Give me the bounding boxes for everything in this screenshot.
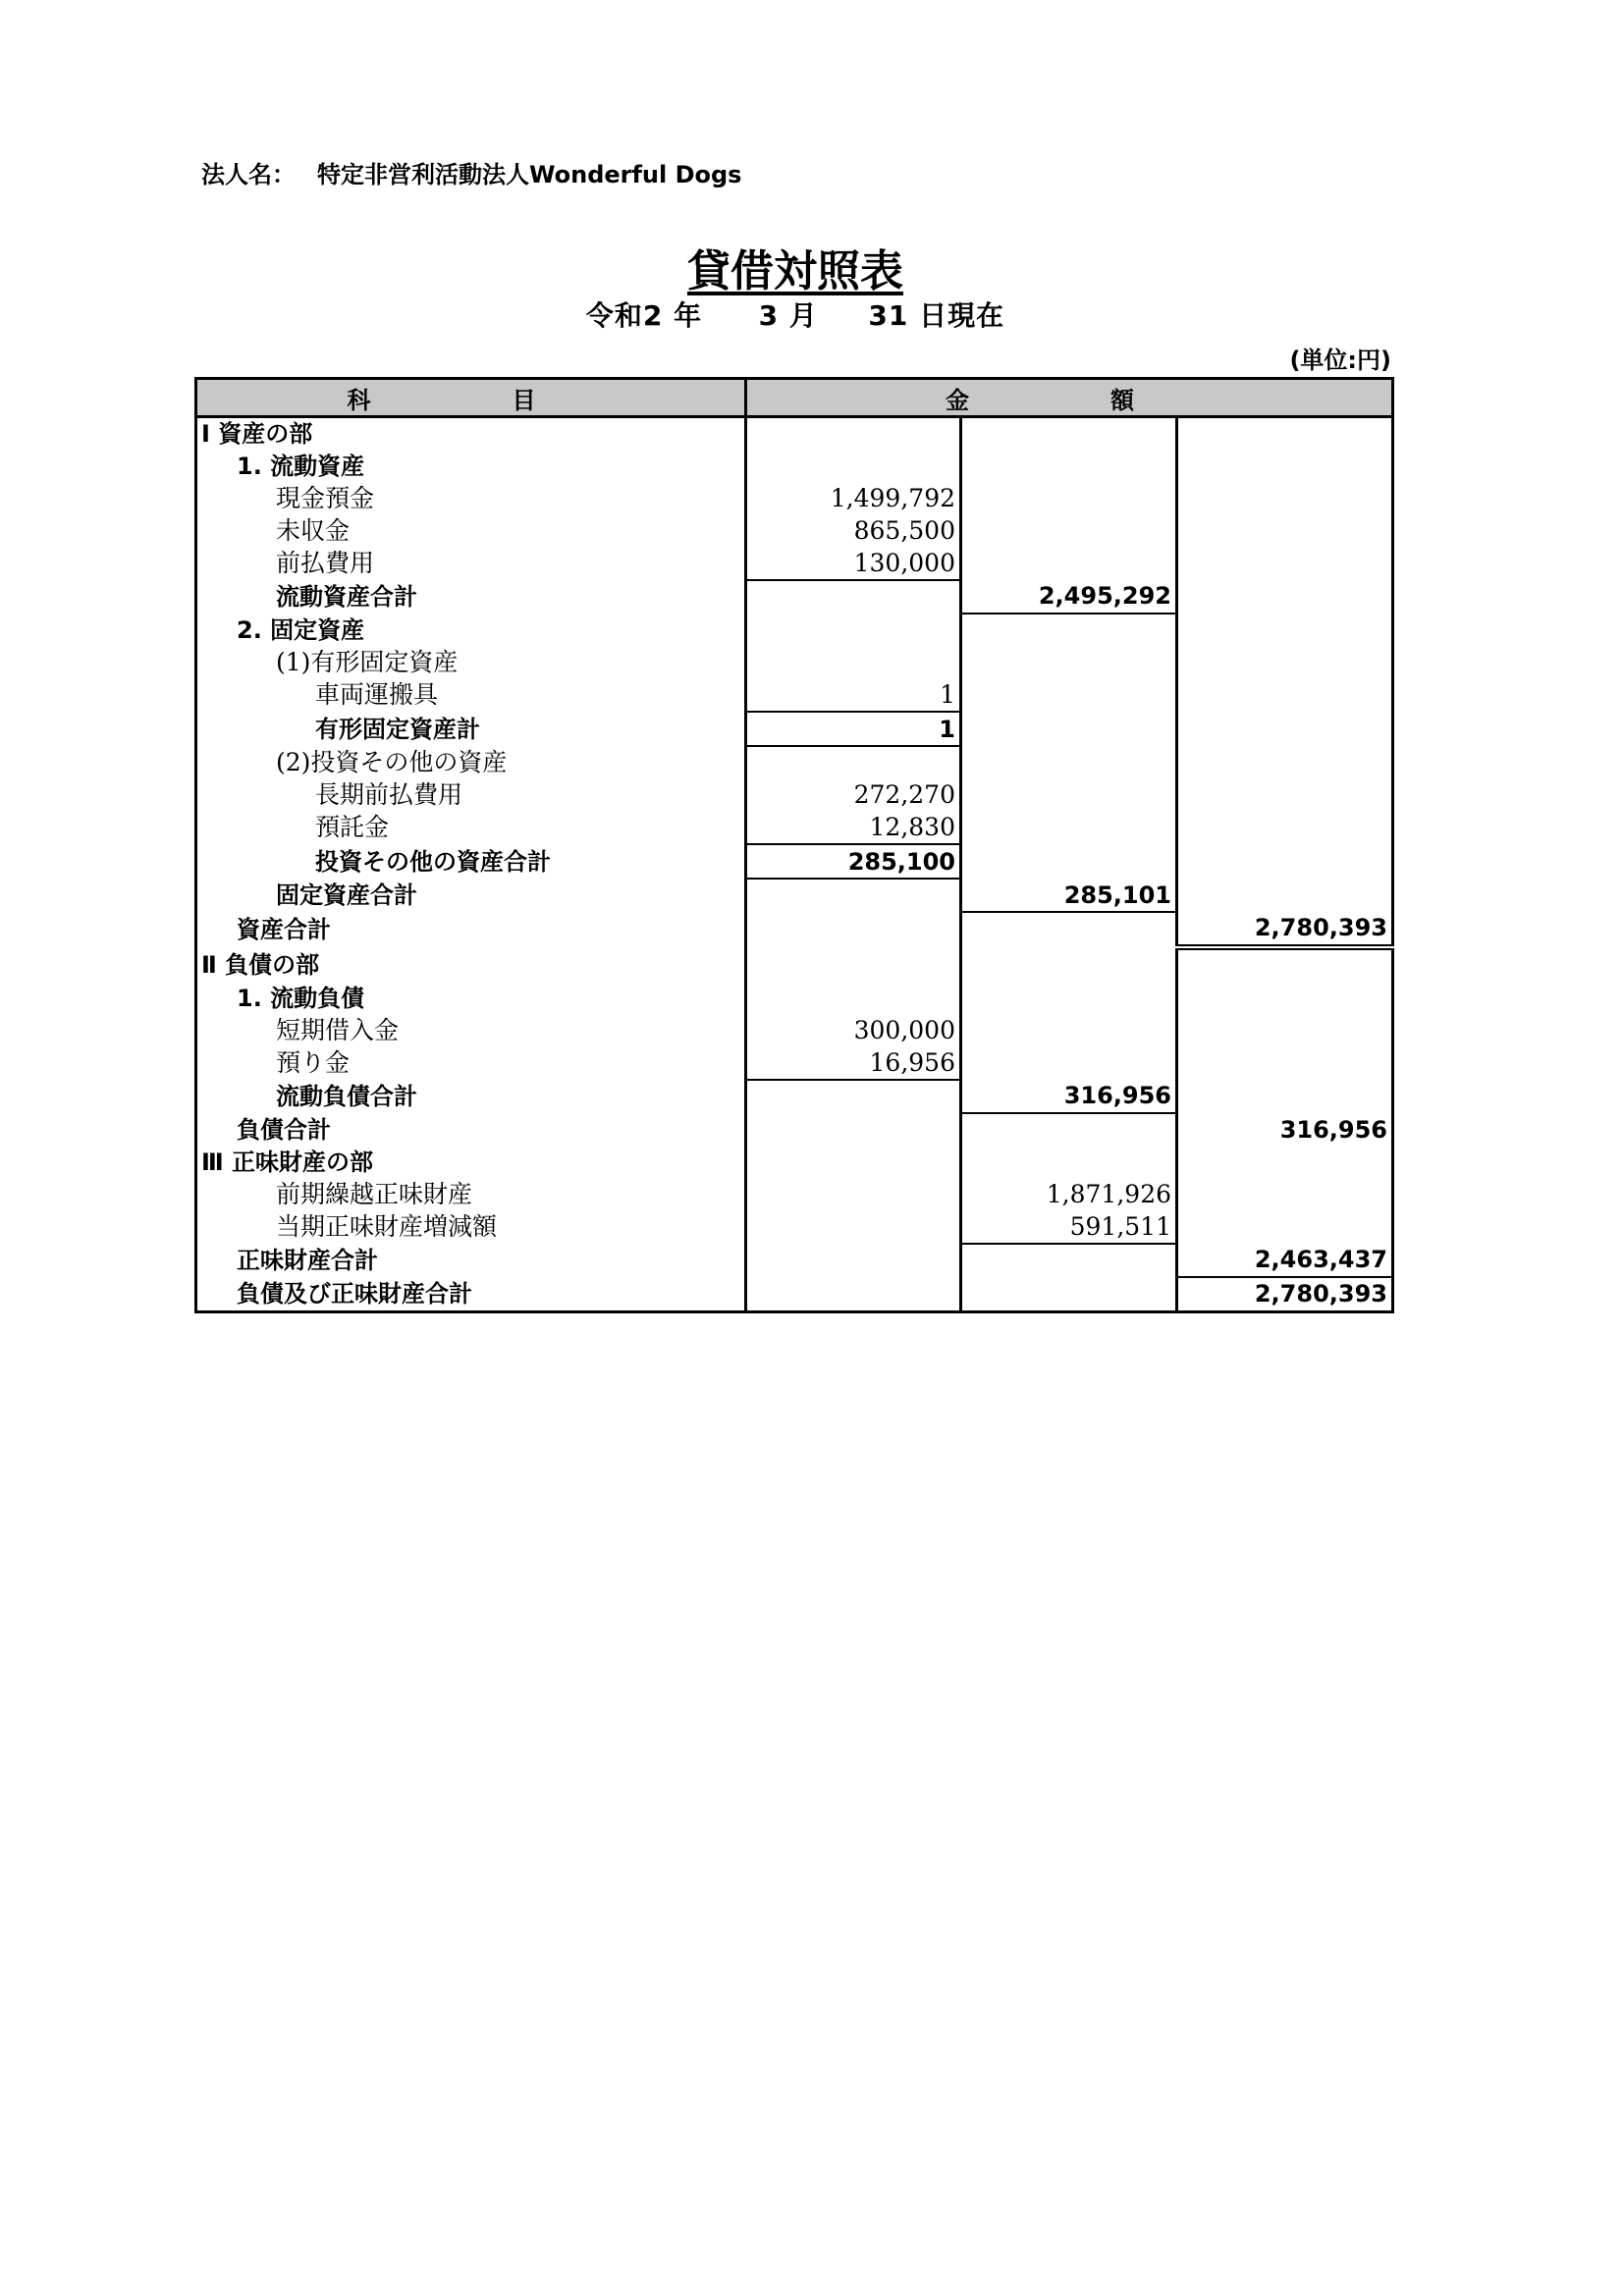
row-label: 短期借入金 [196,1014,746,1046]
amount-col-1: 1 [746,678,961,712]
date-era: 令和2 年 [585,299,703,332]
amount-col-2 [961,983,1177,1015]
amount-col-1: 300,000 [746,1014,961,1046]
amount-col-2 [961,514,1177,547]
table-row [196,1113,1393,1147]
row-label: 流動負債合計 [196,1080,746,1113]
row-label: 預り金 [196,1046,746,1080]
table-row [196,514,1393,547]
row-label: 流動資産合計 [196,580,746,614]
row-label: 前期繰越正味財産 [196,1178,746,1210]
amount-col-2 [961,647,1177,679]
amount-col-2 [961,779,1177,812]
amount-col-2: 316,956 [961,1080,1177,1113]
row-label: 有形固定資産計 [196,712,746,746]
table-row [196,580,1393,614]
amount-col-3 [1177,746,1393,779]
amount-col-2 [961,844,1177,879]
amount-col-1 [746,746,961,779]
amount-col-1 [746,647,961,679]
table-row [196,844,1393,879]
amount-col-2 [961,1046,1177,1080]
amount-header: 金 額 [746,379,1393,417]
table-row [196,614,1393,647]
table-row [196,451,1393,483]
table-row [196,879,1393,912]
amount-col-2 [961,746,1177,779]
row-label: 2. 固定資産 [196,614,746,647]
amount-col-3 [1177,1046,1393,1080]
table-row [196,1210,1393,1244]
amount-col-3 [1177,451,1393,483]
amount-col-1 [746,983,961,1015]
table-row [196,779,1393,812]
balance-sheet-body [196,417,1393,1312]
table-row [196,1080,1393,1113]
amount-col-3 [1177,580,1393,614]
table-row [196,1046,1393,1080]
row-label: 未収金 [196,514,746,547]
amount-col-2 [961,947,1177,983]
row-label: 資産合計 [196,912,746,947]
table-row [196,678,1393,712]
table-row [196,1178,1393,1210]
amount-col-3 [1177,678,1393,712]
row-label: (2)投資その他の資産 [196,746,746,779]
corporation-line [201,155,741,189]
unit-label: (単位:円) [1289,347,1391,374]
amount-col-1: 1 [746,712,961,746]
row-label: 負債合計 [196,1113,746,1147]
amount-col-1 [746,1080,961,1113]
amount-col-3 [1177,1147,1393,1179]
row-label: 預託金 [196,812,746,845]
row-label: 当期正味財産増減額 [196,1210,746,1244]
row-label: Ⅲ 正味財産の部 [196,1147,746,1179]
amount-col-3 [1177,514,1393,547]
amount-col-1: 865,500 [746,514,961,547]
row-label: 長期前払費用 [196,779,746,812]
row-label: 投資その他の資産合計 [196,844,746,879]
amount-col-1: 272,270 [746,779,961,812]
amount-col-2 [961,1244,1177,1277]
amount-col-3 [1177,1080,1393,1113]
row-label: Ⅱ 負債の部 [196,947,746,983]
table-row [196,1147,1393,1179]
amount-col-2: 2,495,292 [961,580,1177,614]
amount-col-1 [746,1277,961,1311]
report-date [0,294,1591,334]
table-row [196,947,1393,983]
amount-col-1 [746,912,961,947]
row-label: 前払費用 [196,547,746,580]
date-day: 31 日現在 [868,299,1005,332]
amount-col-1 [746,1147,961,1179]
amount-col-3 [1177,879,1393,912]
amount-col-2 [961,417,1177,451]
row-label: 固定資産合計 [196,879,746,912]
row-label: 1. 流動資産 [196,451,746,483]
amount-col-1: 285,100 [746,844,961,879]
amount-col-3 [1177,1178,1393,1210]
amount-col-3 [1177,983,1393,1015]
row-label: 負債及び正味財産合計 [196,1277,746,1311]
amount-col-2 [961,1147,1177,1179]
row-label: Ⅰ 資産の部 [196,417,746,451]
amount-col-2 [961,1277,1177,1311]
amount-col-1 [746,879,961,912]
amount-col-1 [746,451,961,483]
amount-col-3 [1177,947,1393,983]
amount-col-1 [746,1113,961,1147]
row-label: 正味財産合計 [196,1244,746,1277]
amount-col-1: 16,956 [746,1046,961,1080]
table-row [196,1244,1393,1277]
amount-col-1 [746,1210,961,1244]
amount-col-3 [1177,614,1393,647]
amount-col-3 [1177,1014,1393,1046]
amount-col-1: 130,000 [746,547,961,580]
amount-col-3: 2,780,393 [1177,912,1393,947]
row-label: 1. 流動負債 [196,983,746,1015]
amount-col-2 [961,1113,1177,1147]
amount-col-1: 1,499,792 [746,483,961,515]
amount-col-1 [746,1244,961,1277]
row-label: 車両運搬具 [196,678,746,712]
table-row [196,417,1393,451]
amount-col-2: 591,511 [961,1210,1177,1244]
table-row [196,912,1393,947]
row-label: 現金預金 [196,483,746,515]
amount-col-3 [1177,812,1393,845]
balance-sheet-table [194,377,1394,1313]
amount-col-3: 2,463,437 [1177,1244,1393,1277]
table-row [196,983,1393,1015]
table-row [196,547,1393,580]
corporation-label: 法人名： [201,161,296,188]
table-row [196,1277,1393,1311]
table-row [196,712,1393,746]
amount-col-3 [1177,483,1393,515]
table-row [196,647,1393,679]
row-label: (1)有形固定資産 [196,647,746,679]
corporation-name: 特定非営利活動法人Wonderful Dogs [317,161,742,188]
table-row [196,746,1393,779]
amount-col-1 [746,417,961,451]
amount-col-3 [1177,1210,1393,1244]
amount-col-3 [1177,547,1393,580]
amount-col-2 [961,812,1177,845]
amount-col-2: 1,871,926 [961,1178,1177,1210]
amount-col-3 [1177,647,1393,679]
amount-col-3 [1177,417,1393,451]
amount-col-1 [746,947,961,983]
amount-col-1: 12,830 [746,812,961,845]
table-header-row [196,379,1393,417]
amount-col-2 [961,712,1177,746]
amount-col-2 [961,1014,1177,1046]
document-title: 貸借対照表 [687,246,903,296]
amount-col-3: 2,780,393 [1177,1277,1393,1311]
table-row [196,1014,1393,1046]
amount-col-3 [1177,779,1393,812]
amount-col-2 [961,614,1177,647]
amount-col-1 [746,580,961,614]
amount-col-3 [1177,844,1393,879]
table-row [196,812,1393,845]
amount-col-2 [961,547,1177,580]
amount-col-1 [746,1178,961,1210]
subject-header: 科 目 [196,379,746,417]
table-row [196,483,1393,515]
amount-col-3 [1177,712,1393,746]
amount-col-2: 285,101 [961,879,1177,912]
amount-col-2 [961,678,1177,712]
amount-col-1 [746,614,961,647]
amount-col-2 [961,483,1177,515]
date-month: 3 月 [758,299,818,332]
amount-col-3: 316,956 [1177,1113,1393,1147]
amount-col-2 [961,451,1177,483]
amount-col-2 [961,912,1177,947]
